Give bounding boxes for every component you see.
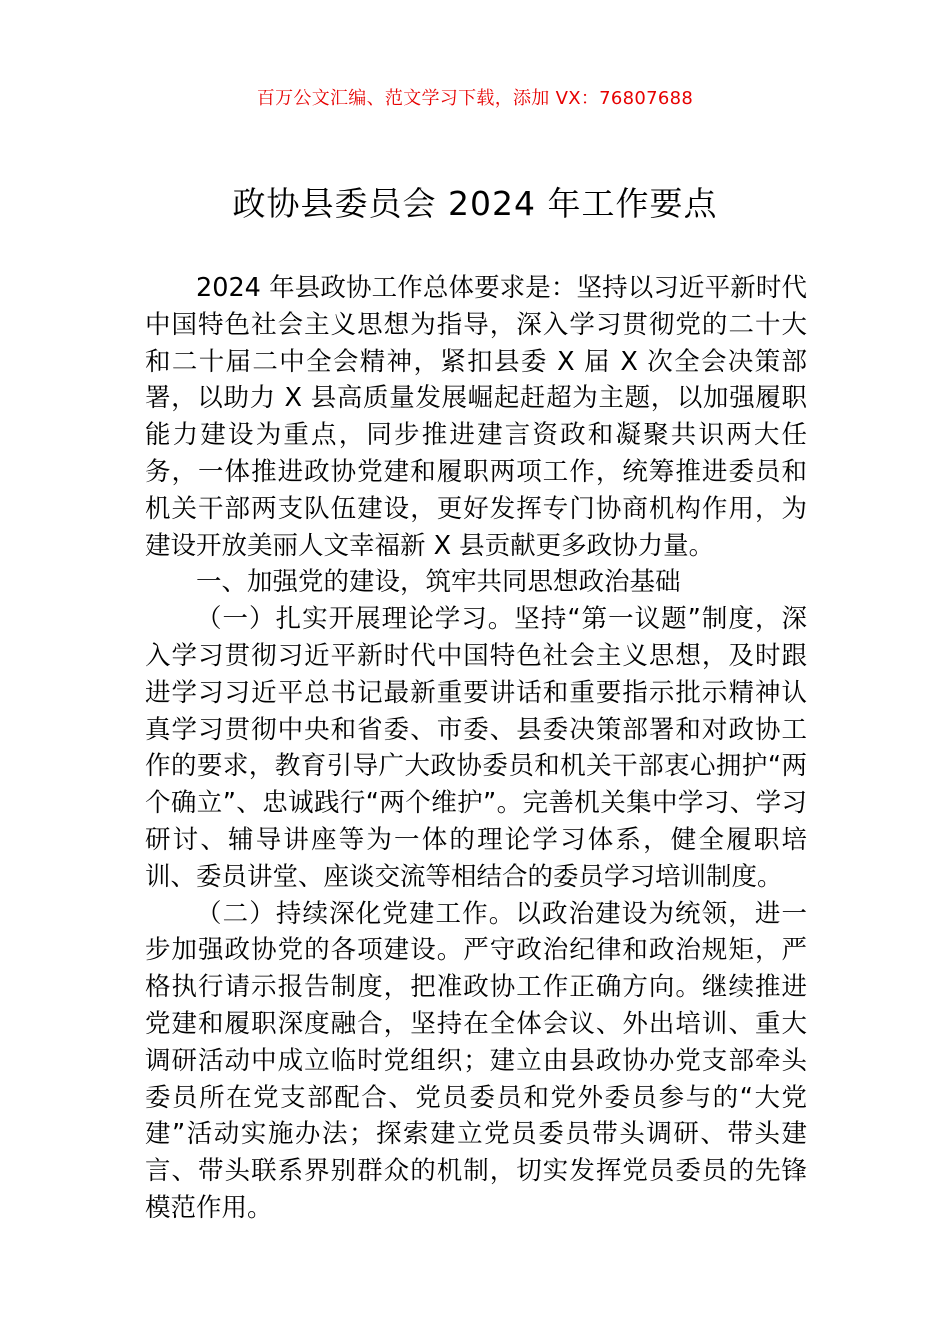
page-title: 政协县委员会 2024 年工作要点 xyxy=(232,184,718,223)
section-heading-1: 一、加强党的建设，筑牢共同思想政治基础 xyxy=(196,567,681,598)
subsection-paragraph-1: （一）扎实开展理论学习。坚持“第一议题”制度，深入学习贯彻习近平新时代中国特色社会主义思想，及时跟进学习习近平总书记最新重要讲话和重要指示批示精神认真学习贯彻中央和省委、市委、县委决策部署和对政协工作的要求，教育引导广大政协委员和机关干部衷心拥护“两个确立”、忠诚践行“两个维护”。完善机关集中学习、学习研讨、辅导讲座等为一体的理论学习体系，健全履职培训、委员讲堂、座谈交流等相结合的委员学习培训制度。 xyxy=(145,604,807,892)
intro-paragraph: 2024 年县政协工作总体要求是：坚持以习近平新时代中国特色社会主义思想为指导，深入学习贯彻党的二十大和二十届二中全会精神，紧扣县委 X 届 X 次全会决策部署，以助力 X 县高质量发展崛起赶超为主题，以加强履职能力建设为重点，同步推进建言资政和凝聚共识两大任务，一体推进政协党建和履职两项工作，统筹推进委员和机关干部两支队伍建设，更好发挥专门协商机构作用，为建设开放美丽人文幸福新 X 县贡献更多政协力量。 xyxy=(145,273,807,561)
subsection-paragraph-2: （二）持续深化党建工作。以政治建设为统领，进一步加强政协党的各项建设。严守政治纪律和政治规矩，严格执行请示报告制度，把准政协工作正确方向。继续推进党建和履职深度融合，坚持在全体会议、外出培训、重大调研活动中成立临时党组织；建立由县政协办党支部牵头委员所在党支部配合、党员委员和党外委员参与的“大党建”活动实施办法；探索建立党员委员带头调研、带头建言、带头联系界别群众的机制，切实发挥党员委员的先锋模范作用。 xyxy=(145,898,807,1223)
document-body xyxy=(145,270,807,1227)
watermark-header: 百万公文汇编、范文学习下载，添加 VX：76807688 xyxy=(256,88,694,109)
